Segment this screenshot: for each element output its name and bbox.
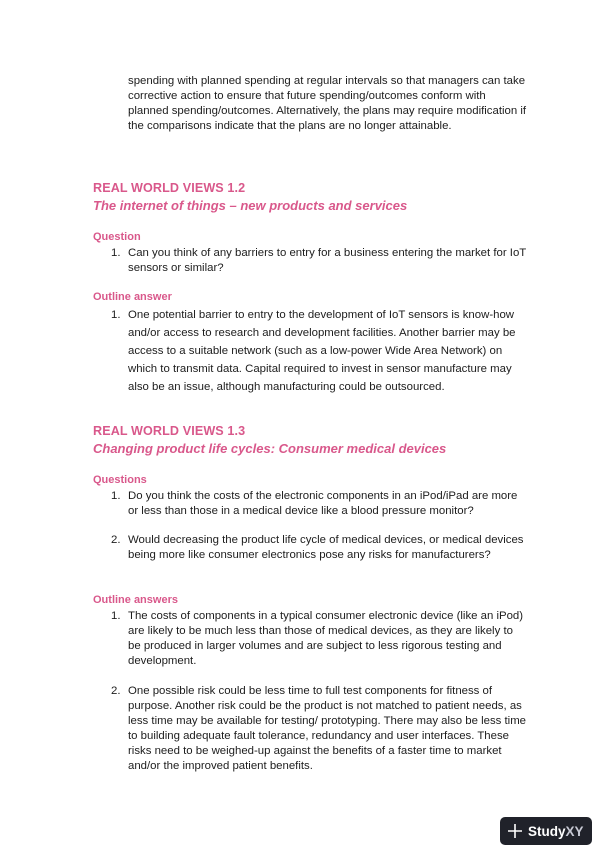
item-number: 1. bbox=[111, 247, 121, 259]
item-text: One potential barrier to entry to the development of IoT sensors is know-how and/or access to research and development facilities. Another barrier may be access to a suitable network (such as a low-power Wide Area Network) on which to transmit data. Capital required to invest in sensor manufacture may also be an issue, although manufacturing could be outsourced. bbox=[128, 309, 516, 393]
item-text: One possible risk could be less time to full test components for fitness of purpose. Another risk could be the product is not matched to patient needs, as less time may be available for testing/ prototyping. There may also be less time to building adequate fault tolerance, redundancy and user interfaces. These risks need to be weighed-up against the benefits of a faster time to market and/or the improved patient benefits. bbox=[128, 685, 527, 772]
intro-paragraph: spending with planned spending at regular intervals so that managers can take corrective action to ensure that future spending/outcomes conform with planned spending/outcomes. Alternatively, the plans may require modification if the comparisons indicate that the plans are no longer attainable. bbox=[128, 75, 527, 132]
section-1-2-heading: REAL WORLD VIEWS 1.2 bbox=[93, 181, 246, 195]
item-number: 2. bbox=[111, 685, 121, 697]
item-number: 1. bbox=[111, 309, 121, 321]
item-number: 2. bbox=[111, 534, 121, 546]
section-1-3-questions-label: Questions bbox=[93, 474, 147, 486]
section-1-3-subheading: Changing product life cycles: Consumer medical devices bbox=[93, 441, 447, 456]
section-1-3-heading: REAL WORLD VIEWS 1.3 bbox=[93, 424, 246, 438]
item-text: Do you think the costs of the electronic components in an iPod/iPad are more or less than those in a medical device like a blood pressure monitor? bbox=[128, 490, 518, 517]
logo-text-study: Study bbox=[528, 823, 566, 839]
logo-text-xy: XY bbox=[565, 823, 584, 839]
studyxy-logo[interactable] bbox=[500, 817, 592, 845]
item-number: 1. bbox=[111, 610, 121, 622]
section-1-2-answer-label: Outline answer bbox=[93, 291, 172, 303]
item-text: Would decreasing the product life cycle of medical devices, or medical devices being more like consumer electronics pose any risks for manufacturers? bbox=[128, 534, 524, 561]
section-1-2-subheading: The internet of things – new products and services bbox=[93, 198, 408, 213]
section-1-2-question-label: Question bbox=[93, 231, 141, 243]
plus-sparkle-icon bbox=[508, 824, 522, 838]
section-1-3-answers-label: Outline answers bbox=[93, 594, 178, 606]
item-text: The costs of components in a typical consumer electronic device (like an iPod) are likely to be much less than those of medical devices, as they are likely to be produced in larger volumes and are subject to less rigorous testing and development. bbox=[128, 610, 524, 667]
item-number: 1. bbox=[111, 490, 121, 502]
item-text: Can you think of any barriers to entry for a business entering the market for IoT sensors or similar? bbox=[128, 247, 527, 274]
